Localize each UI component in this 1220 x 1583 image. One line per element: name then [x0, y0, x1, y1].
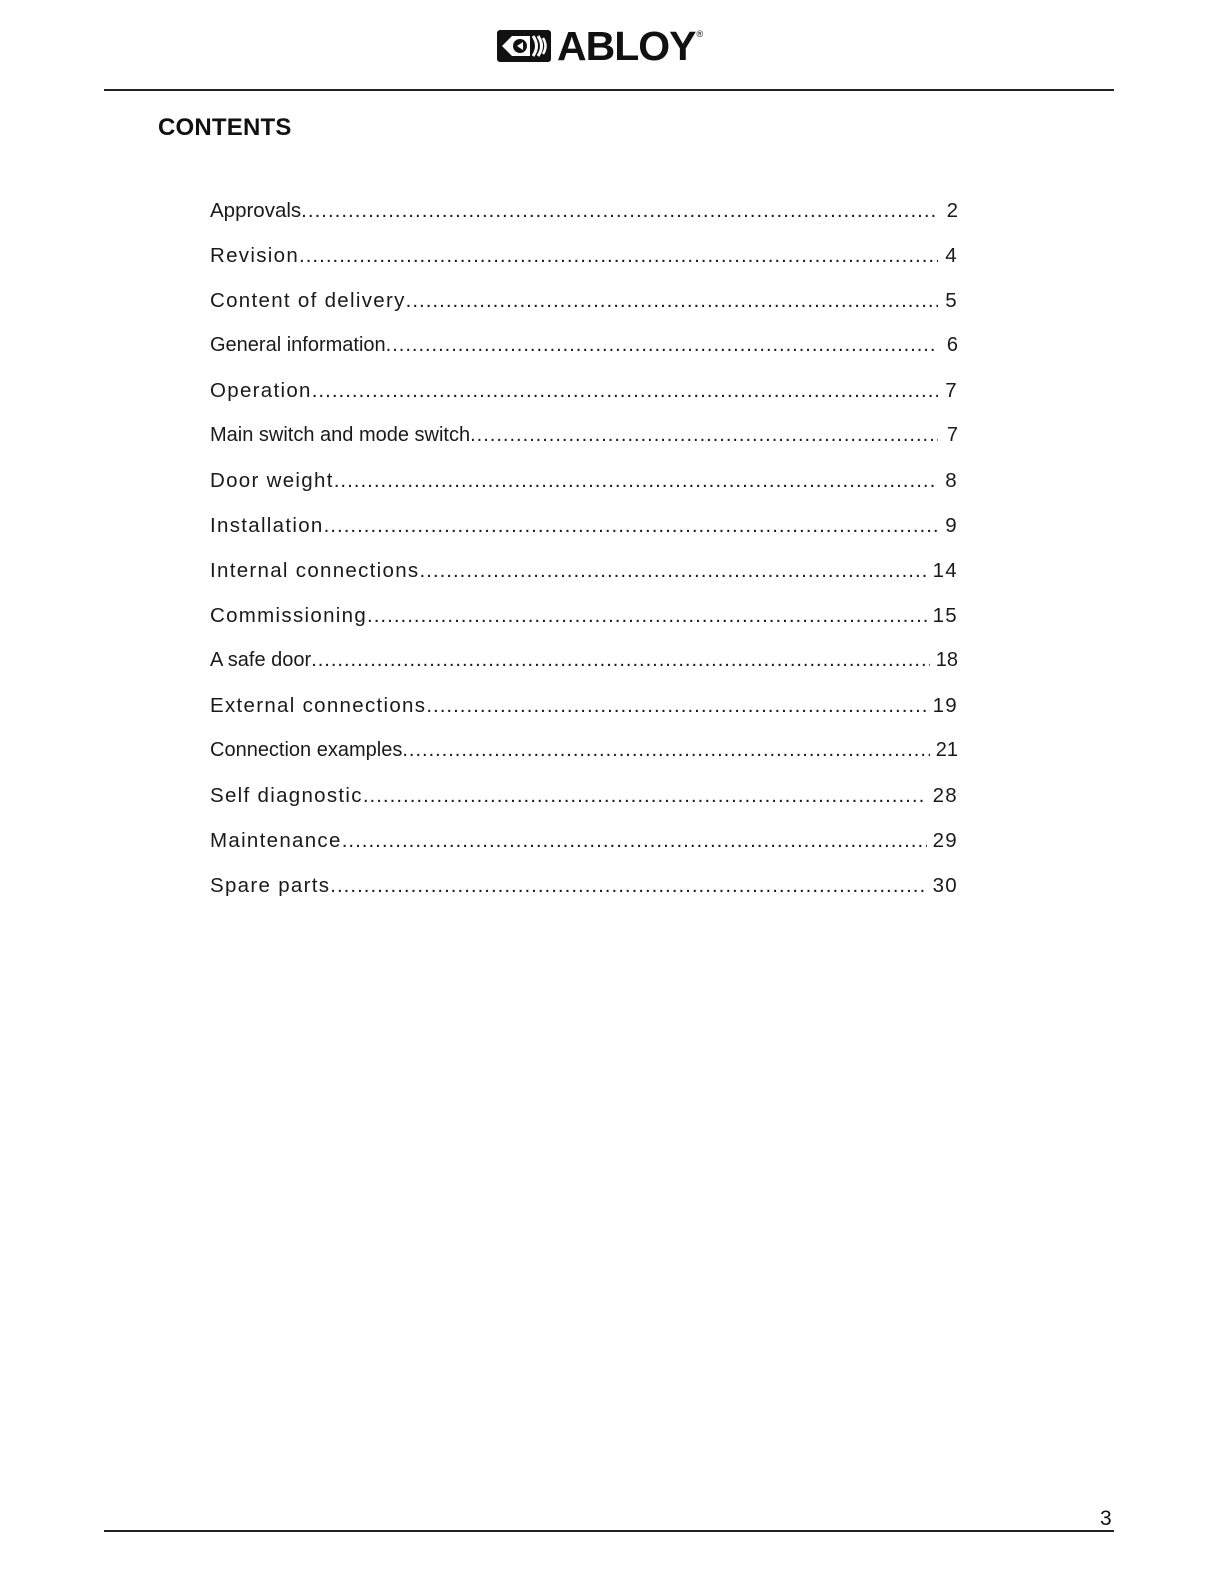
- toc-dot-leader: [334, 469, 938, 493]
- key-cylinder-icon: [496, 27, 552, 65]
- toc-dot-leader: [342, 829, 927, 853]
- abloy-logo: [496, 24, 716, 68]
- toc-entry-page: 4: [945, 244, 958, 267]
- footer-divider: [104, 1530, 1114, 1532]
- toc-dot-leader: [386, 334, 938, 357]
- page-number: 3: [1100, 1507, 1112, 1530]
- toc-dot-leader: [330, 874, 926, 898]
- toc-dot-leader: [470, 424, 938, 447]
- toc-entry-title: Self diagnostic: [210, 784, 363, 807]
- toc-entry-self-diagnostic: [210, 784, 958, 829]
- toc-dot-leader: [301, 199, 938, 223]
- toc-dot-leader: [299, 244, 938, 268]
- toc-entry-page: 5: [945, 289, 958, 312]
- toc-entry-page: 28: [932, 784, 958, 807]
- toc-dot-leader: [312, 379, 938, 403]
- brand-name: ABLOY: [557, 23, 696, 69]
- toc-entry-title: Commissioning: [210, 604, 368, 627]
- toc-entry-title: Main switch and mode switch: [210, 424, 471, 446]
- toc-entry-general-information: [210, 334, 958, 379]
- toc-entry-title: A safe door: [210, 649, 312, 671]
- toc-entry-title: Installation: [210, 514, 324, 537]
- toc-dot-leader: [367, 604, 927, 628]
- toc-entry-title: Spare parts: [210, 874, 331, 897]
- toc-entry-spare-parts: [210, 874, 958, 919]
- toc-entry-title: Maintenance: [210, 829, 342, 852]
- toc-entry-page: 7: [945, 379, 958, 402]
- toc-entry-main-switch: [210, 424, 958, 469]
- toc-entry-page: 19: [932, 694, 958, 717]
- toc-entry-page: 6: [946, 334, 958, 356]
- toc-entry-title: Internal connections: [210, 559, 420, 582]
- toc-dot-leader: [324, 514, 938, 538]
- toc-dot-leader: [311, 649, 930, 672]
- toc-entry-title: Operation: [210, 379, 312, 402]
- toc-entry-title: Approvals: [210, 199, 302, 222]
- toc-entry-title: General information: [210, 334, 386, 356]
- toc-entry-page: 8: [945, 469, 958, 492]
- toc-entry-external-connections: [210, 694, 958, 739]
- toc-entry-page: 7: [946, 424, 958, 446]
- toc-entry-operation: [210, 379, 958, 424]
- toc-entry-title: External connections: [210, 694, 427, 717]
- toc-entry-title: Revision: [210, 244, 300, 267]
- toc-entry-page: 14: [932, 559, 958, 582]
- registered-mark: ®: [696, 29, 704, 39]
- page-title: CONTENTS: [158, 114, 292, 141]
- toc-entry-page: 15: [932, 604, 958, 627]
- toc-entry-title: Door weight: [210, 469, 334, 492]
- toc-entry-a-safe-door: [210, 649, 958, 694]
- toc-entry-content-of-delivery: [210, 289, 958, 334]
- toc-entry-approvals: [210, 199, 958, 244]
- toc-entry-internal-connections: [210, 559, 958, 604]
- toc-entry-commissioning: [210, 604, 958, 649]
- toc-dot-leader: [402, 739, 929, 762]
- toc-dot-leader: [406, 289, 938, 313]
- toc-entry-title: Connection examples: [210, 739, 403, 761]
- toc-entry-page: 2: [946, 199, 958, 222]
- toc-entry-page: 21: [935, 739, 958, 761]
- toc-entry-connection-examples: [210, 739, 958, 784]
- toc-entry-maintenance: [210, 829, 958, 874]
- toc-dot-leader: [419, 559, 926, 583]
- toc-entry-page: 9: [945, 514, 958, 537]
- toc-dot-leader: [426, 694, 926, 718]
- toc-entry-page: 18: [935, 649, 958, 671]
- toc-entry-revision: [210, 244, 958, 289]
- toc-entry-page: 30: [932, 874, 958, 897]
- toc-entry-installation: [210, 514, 958, 559]
- toc-entry-page: 29: [932, 829, 958, 852]
- header-divider: [104, 89, 1114, 91]
- table-of-contents: [210, 199, 958, 919]
- toc-entry-door-weight: [210, 469, 958, 514]
- toc-dot-leader: [363, 784, 927, 808]
- toc-entry-title: Content of delivery: [210, 289, 406, 312]
